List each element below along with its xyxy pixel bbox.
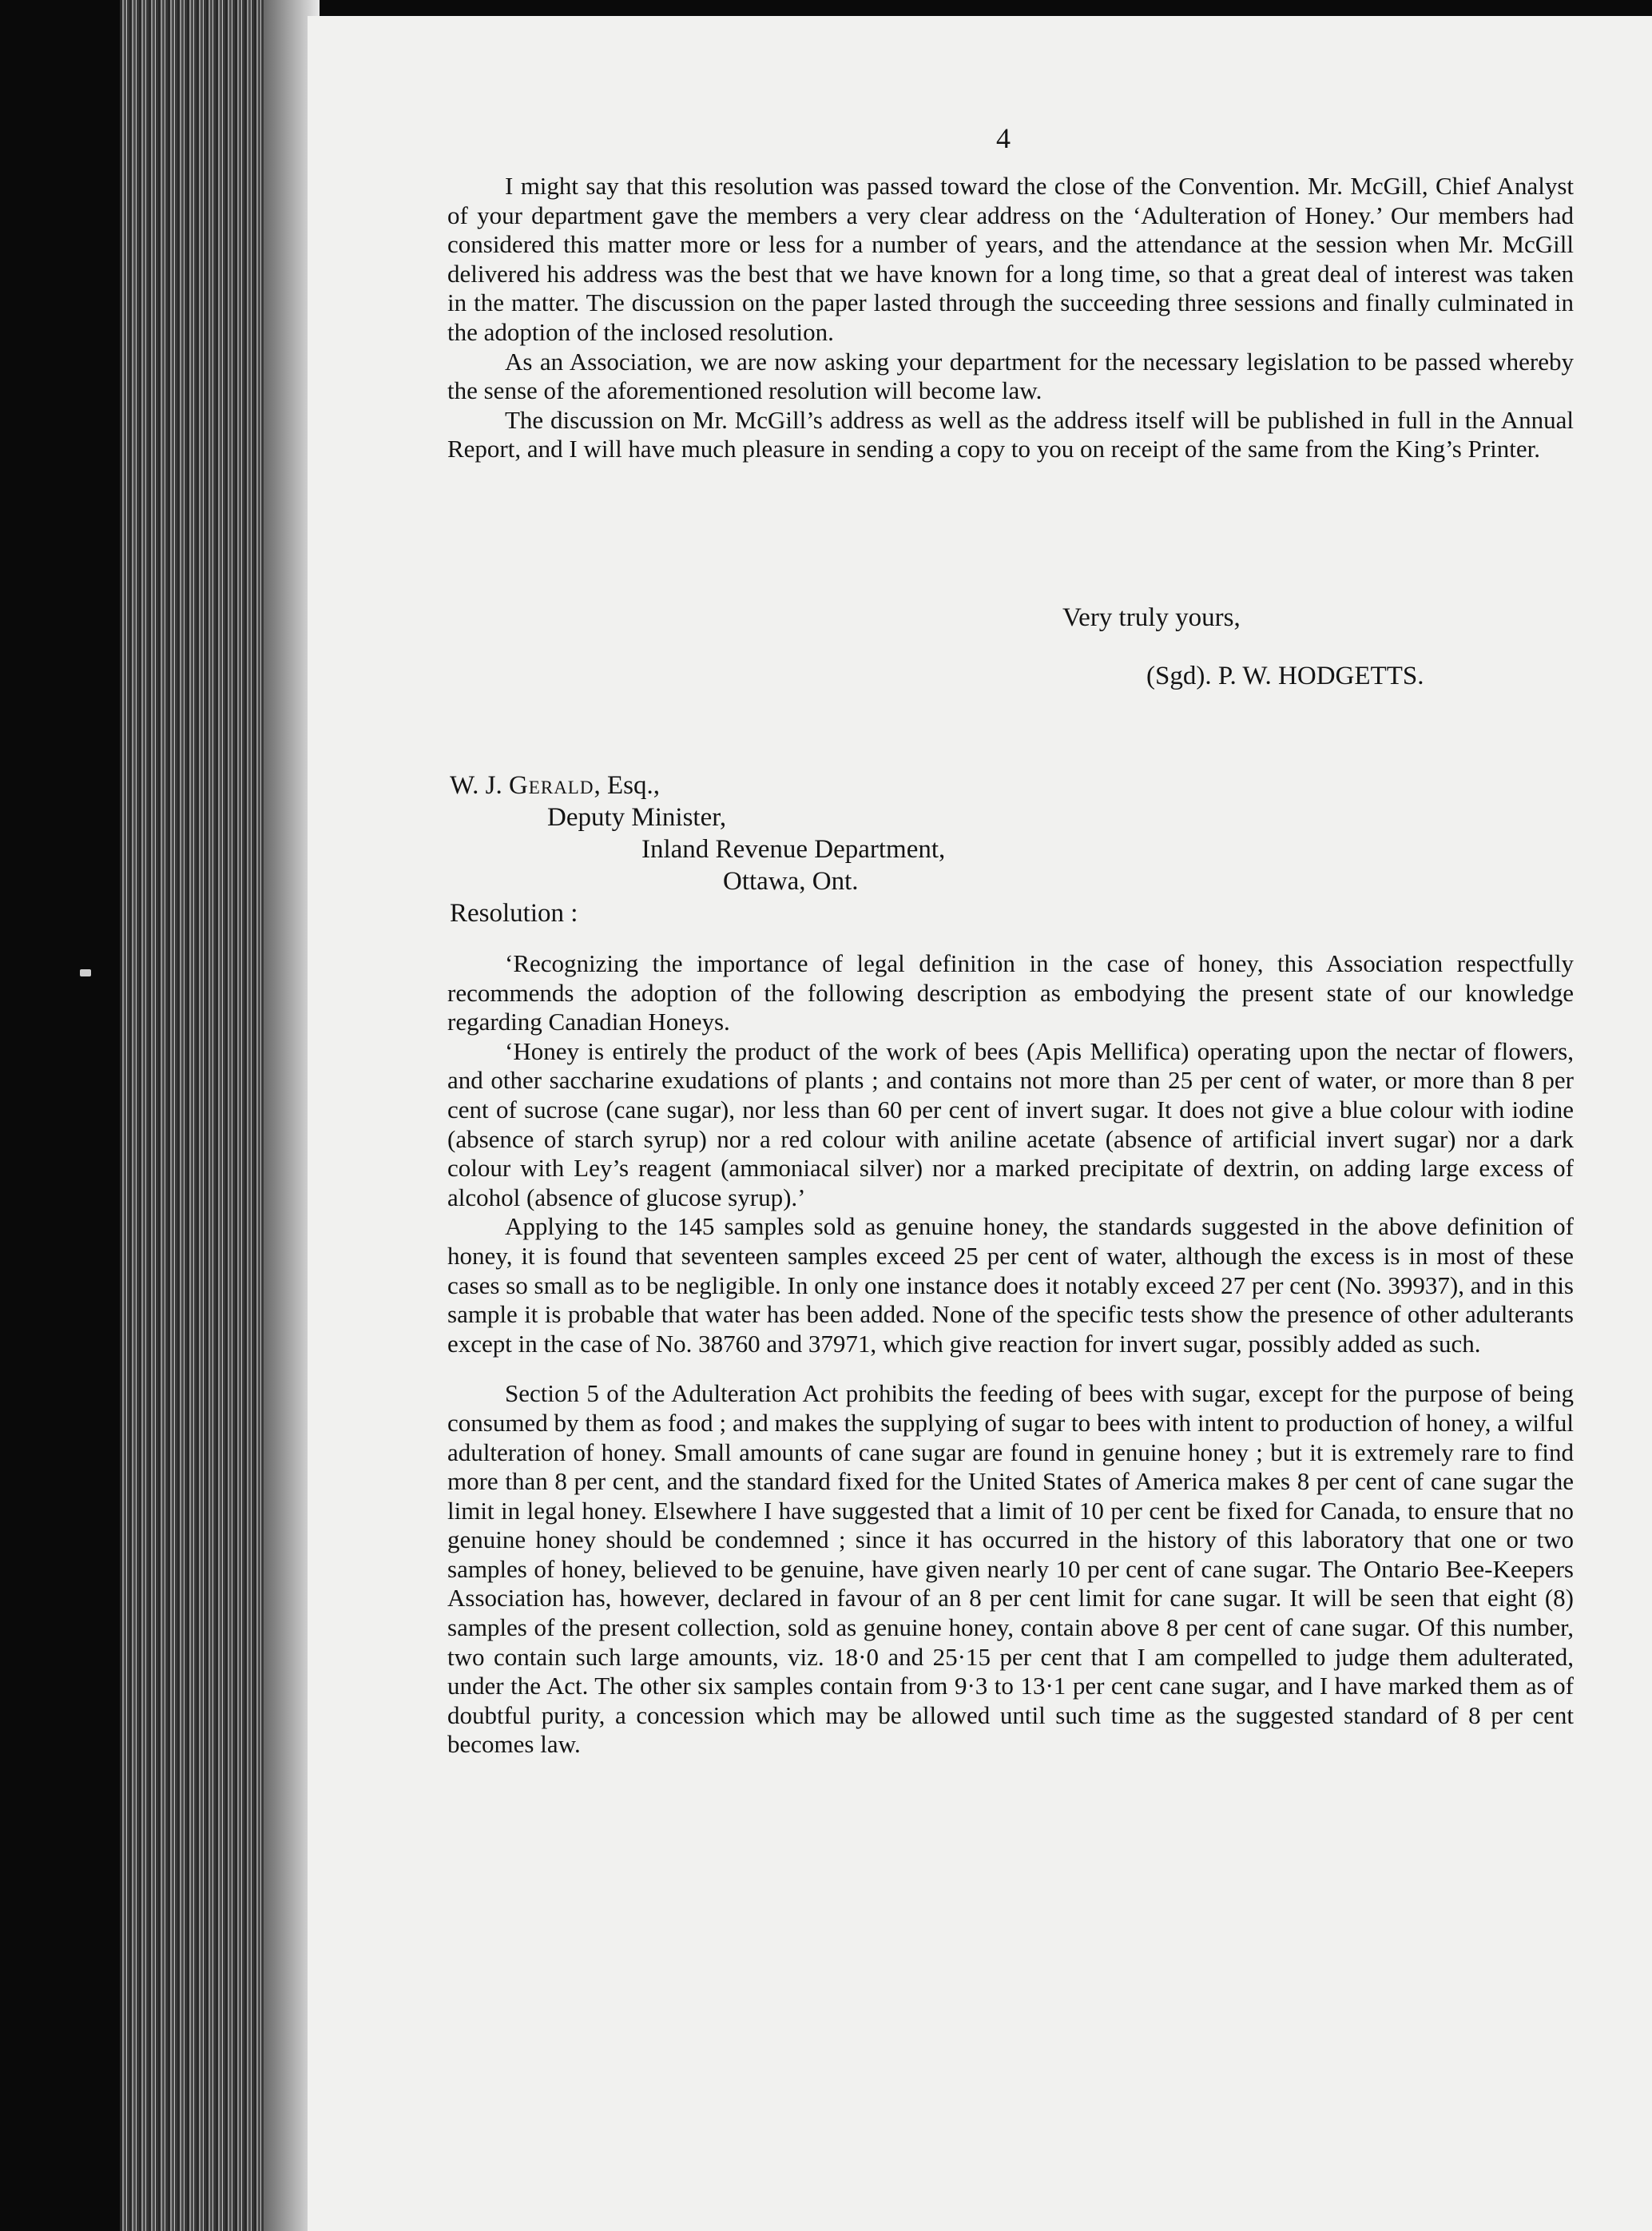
letter-body [447,172,1574,464]
resolution-label: Resolution : [450,899,578,928]
page-number: 4 [996,122,1011,154]
resolution-paragraph: ‘Recognizing the importance of legal definition in the case of honey, this Association respectfully recommends the adoption of the following description as embodying the present state of our knowledge regarding Canadian Honeys. [447,949,1574,1036]
addressee-surname: Gerald [508,771,594,800]
letter-paragraph: As an Association, we are now asking your department for the necessary legislation to be passed whereby the sense of the aforementioned resolution will become law. [447,347,1574,405]
addressee-department: Inland Revenue Department, [641,835,946,864]
letter-closing: Very truly yours, [1062,603,1241,632]
resolution-paragraph: Applying to the 145 samples sold as genuine honey, the standards suggested in the above definition of honey, it is found that seventeen samples exceed 25 per cent of water, although the excess is in most of these cases so small as to be negligible. In only one instance does it notably exceed 27 per cent (No. 39937), and in this sample it is probable that water has been added. None of the specific tests show the presence of other adulterants except in the case of No. 38760 and 37971, which give reaction for invert sugar, possibly added as such. [447,1212,1574,1358]
document-page [308,16,1652,2231]
resolution-paragraph: ‘Honey is entirely the product of the work of bees (Apis Mellifica) operating upon the nectar of flowers, and other saccharine exudations of plants ; and contains not more than 25 per cent of water, or more than 8 per cent of sucrose (cane sugar), nor less than 60 per cent of invert sugar. It does not give a blue colour with iodine (absence of starch syrup) nor a red colour with aniline acetate (absence of artificial invert sugar) nor a dark colour with Ley’s reagent (ammoniacal silver) nor a marked precipitate of dextrin, on adding large excess of alcohol (absence of glucose syrup).’ [447,1036,1574,1211]
addressee-name-prefix: W. J. [450,771,509,800]
scan-artifact [80,969,91,976]
addressee-name [450,771,660,801]
letter-paragraph: The discussion on Mr. McGill’s address as well as the address itself will be published in full in the Annual Report, and I will have much pleasure in sending a copy to you on receipt of the same from the King’s Printer. [447,405,1574,463]
letter-signature: (Sgd). P. W. HODGETTS. [1146,662,1424,690]
addressee-city: Ottawa, Ont. [723,867,859,896]
addressee-name-suffix: , Esq., [594,771,660,800]
letter-paragraph: I might say that this resolution was passed toward the close of the Convention. Mr. McGill, Chief Analyst of your department gave the members a very clear address on the ‘Adulteration of Honey.’ Our members had considered this matter more or less for a number of years, and the attendance at the session when Mr. McGill delivered his address was the best that we have known for a long time, so that a great deal of interest was taken in the matter. The discussion on the paper lasted through the succeeding three sessions and finally culminated in the adoption of the inclosed resolution. [447,172,1574,346]
resolution-body [447,949,1574,1760]
addressee-title: Deputy Minister, [547,803,727,832]
section-paragraph: Section 5 of the Adulteration Act prohibits the feeding of bees with sugar, except for the purpose of being consumed by them as food ; and makes the supplying of sugar to bees with intent to production of honey, a wilful adulteration of honey. Small amounts of cane sugar are found in genuine honey ; but it is extremely rare to find more than 8 per cent, and the standard fixed for the United States of America makes 8 per cent of cane sugar the limit in legal honey. Elsewhere I have suggested that a limit of 10 per cent be fixed for Canada, to ensure that no genuine honey should be condemned ; since it has occurred in the history of this laboratory that one or two samples of honey, believed to be genuine, have given nearly 10 per cent of cane sugar. The Ontario Bee-Keepers Association has, however, declared in favour of an 8 per cent limit for cane sugar. It will be seen that eight (8) samples of the present collection, sold as genuine honey, contain above 8 per cent of cane sugar. Of this number, two contain such large amounts, viz. 18·0 and 25·15 per cent that I am compelled to judge them adulterated, under the Act. The other six samples contain from 9·3 to 13·1 per cent cane sugar, and I have marked them as of doubtful purity, a concession which may be allowed until such time as the suggested standard of 8 per cent becomes law. [447,1379,1574,1759]
